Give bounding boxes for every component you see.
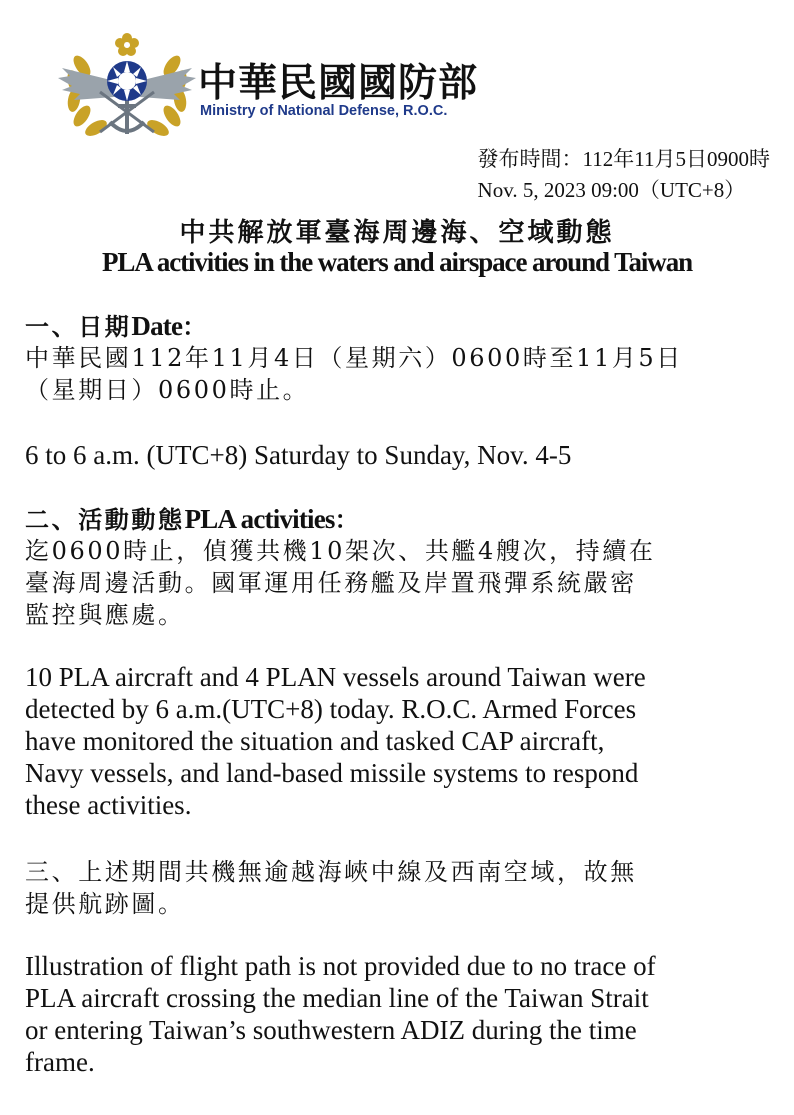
section3-body-en-4: frame. — [25, 1047, 95, 1077]
section2-body-en-4: Navy vessels, and land-based missile systems to respond — [25, 758, 639, 788]
section1-heading-colon: ： — [182, 312, 209, 341]
section2-heading-en: PLA activities — [184, 504, 335, 534]
section2-body-zh-1: 迄0600時止，偵獲共機10架次、共艦4艘次，持續在 — [25, 537, 656, 565]
section2-body-zh-3: 監控與應處。 — [25, 601, 185, 629]
section2-heading-colon: ： — [334, 505, 362, 534]
section2-body-zh-2: 臺海周邊活動。國軍運用任務艦及岸置飛彈系統嚴密 — [25, 569, 637, 597]
section1-body-en: 6 to 6 a.m. (UTC+8) Saturday to Sunday, Nov. 4-5 — [25, 440, 572, 470]
section1-body-zh-1: 中華民國112年11月4日（星期六）0600時至11月5日 — [25, 344, 683, 372]
release-time-en: Nov. 5, 2023 09:00（UTC+8） — [477, 178, 746, 202]
section2-body-en-3: have monitored the situation and tasked CAP aircraft, — [25, 726, 605, 756]
section3-body-en-2: PLA aircraft crossing the median line of the Taiwan Strait — [25, 983, 649, 1013]
document-title-en: PLA activities in the waters and airspace around Taiwan — [101, 247, 693, 277]
section2-body-en-5: these activities. — [25, 790, 192, 820]
section1-heading-en: Date — [131, 311, 183, 341]
document-title-zh: 中共解放軍臺海周邊海、空域動態 — [179, 218, 615, 248]
section3-body-en-1: Illustration of flight path is not provided due to no trace of — [25, 951, 656, 981]
ministry-emblem-icon — [52, 26, 202, 144]
section3-body-zh-1: 三、上述期間共機無逾越海峽中線及西南空域，故無 — [25, 858, 637, 886]
section1-heading — [25, 310, 209, 343]
section2-body-en-1: 10 PLA aircraft and 4 PLAN vessels around Taiwan were — [25, 662, 646, 692]
section1-heading-zh: 一、日期 — [25, 312, 132, 341]
ministry-name-zh: 中華民國國防部 — [198, 61, 479, 106]
section2-body-en-2: detected by 6 a.m.(UTC+8) today. R.O.C. Armed Forces — [25, 694, 637, 724]
section1-body-zh-2: （星期日）0600時止。 — [25, 376, 310, 404]
section3-body-zh-2: 提供航跡圖。 — [25, 890, 185, 918]
section2-heading-zh: 二、活動動態 — [25, 505, 185, 534]
section2-heading — [25, 503, 361, 536]
ministry-name-en: Ministry of National Defense, R.O.C. — [200, 103, 448, 119]
section3-body-en-3: or entering Taiwan’s southwestern ADIZ during the time — [25, 1015, 637, 1045]
release-time-zh: 發布時間：112年11月5日0900時 — [477, 147, 770, 171]
release-time — [478, 144, 770, 206]
